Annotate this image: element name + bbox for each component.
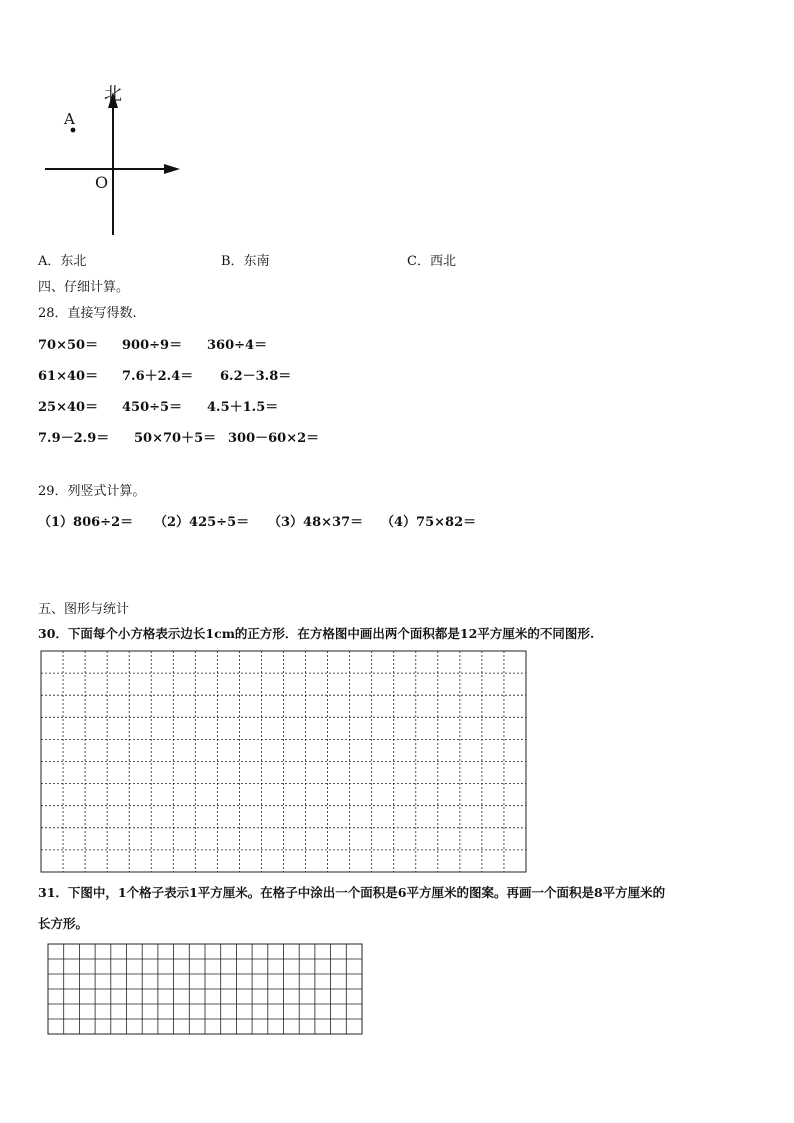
q28-r1-c3: 360÷4＝	[207, 338, 268, 353]
option-b: B．东南	[221, 254, 270, 269]
grid-border	[48, 944, 362, 1034]
q28-r4-c1: 7.9－2.9＝	[38, 431, 110, 446]
q28-r3-c2: 450÷5＝	[122, 400, 183, 415]
q28-r4-c3: 300－60×2＝	[228, 431, 320, 446]
q28-r4-c2: 50×70＋5＝	[134, 431, 217, 446]
option-a: A．东北	[38, 254, 87, 269]
q28-r3-c1: 25×40＝	[38, 400, 99, 415]
section-4-title: 四、仔细计算。	[38, 280, 130, 295]
q28-title: 28．直接写得数.	[38, 306, 137, 321]
q28-r1-c1: 70×50＝	[38, 338, 99, 353]
q29-item-4: （4）75×82＝	[381, 515, 477, 530]
q29-item-1: （1）806÷2＝	[38, 515, 134, 530]
grid-border	[41, 651, 526, 872]
q28-r2-c1: 61×40＝	[38, 369, 99, 384]
north-label: 北	[104, 84, 122, 105]
q29-item-2: （2）425÷5＝	[154, 515, 250, 530]
origin-label: O	[95, 173, 109, 192]
option-c: C．西北	[407, 254, 456, 269]
point-a-label: A	[64, 110, 75, 128]
q28-r2-c2: 7.6＋2.4＝	[122, 369, 194, 384]
q29-title: 29．列竖式计算。	[38, 484, 146, 499]
section-5-title: 五、图形与统计	[38, 602, 130, 617]
q30-text: 30．下面每个小方格表示边长1cm的正方形．在方格图中画出两个面积都是12平方厘米的不同图形.	[38, 626, 595, 641]
q28-r2-c3: 6.2－3.8＝	[220, 369, 292, 384]
q31-text-line-2: 长方形。	[38, 916, 89, 931]
q28-r3-c3: 4.5＋1.5＝	[207, 400, 279, 415]
q29-item-3: （3）48×37＝	[268, 515, 364, 530]
q31-text-line-1: 31．下图中，1个格子表示1平方厘米。在格子中涂出一个面积是6平方厘米的图案。再画一个面积是8平方厘米的	[38, 885, 666, 900]
q28-r1-c2: 900÷9＝	[122, 338, 183, 353]
